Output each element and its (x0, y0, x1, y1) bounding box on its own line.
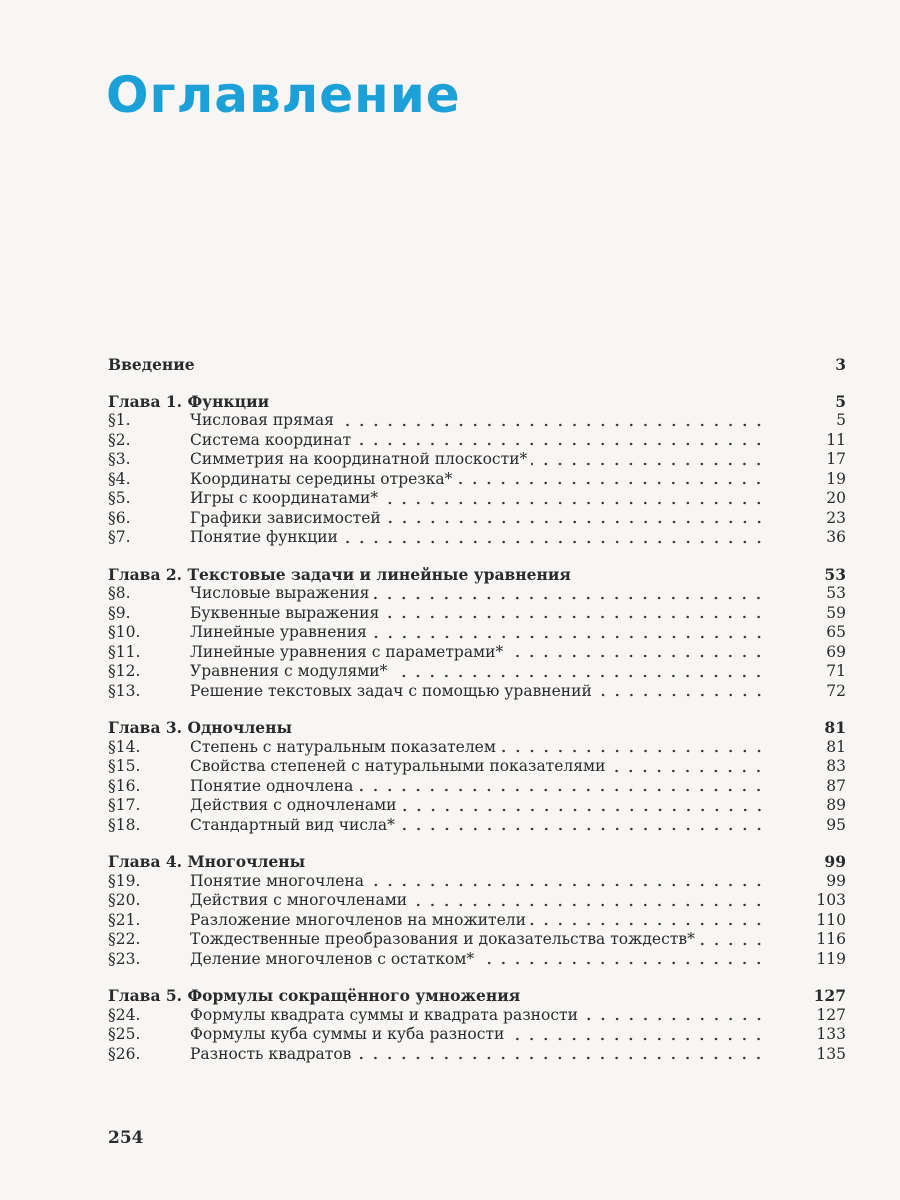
dot-leader (508, 1037, 766, 1041)
toc-intro-group (108, 355, 846, 375)
toc-section-number: §9. (108, 603, 131, 622)
toc-section[interactable] (108, 643, 846, 663)
toc-section-page: 65 (826, 623, 846, 641)
toc-section-page: 20 (826, 489, 846, 507)
toc-intro-label: Введение (108, 355, 195, 374)
toc-section-page: 53 (826, 584, 846, 602)
dot-leader (456, 481, 766, 485)
toc-section[interactable] (108, 411, 846, 431)
toc-section[interactable] (108, 623, 846, 643)
toc-chapter-group (108, 392, 846, 548)
toc-chapter-page: 81 (824, 718, 846, 737)
toc-section-number: §4. (108, 469, 131, 488)
toc-section[interactable] (108, 930, 846, 950)
toc-section-number: §13. (108, 681, 141, 700)
toc-section-label: Числовая прямая (190, 411, 334, 429)
toc-section-number: §2. (108, 430, 131, 449)
dot-leader (401, 808, 767, 812)
toc-section-number: §16. (108, 776, 141, 795)
toc-section-label: Формулы куба суммы и куба разности (190, 1025, 505, 1043)
toc-section-number: §7. (108, 528, 131, 546)
dot-leader (338, 423, 766, 427)
toc-section-number: §26. (108, 1044, 141, 1063)
toc-section-number: §6. (108, 508, 131, 527)
toc-section-number: §20. (108, 891, 141, 909)
toc-section-page: 69 (826, 642, 846, 661)
toc-section-label: Понятие многочлена (190, 871, 364, 890)
toc-section-number: §10. (108, 623, 141, 641)
toc-section-number: §8. (108, 584, 131, 602)
toc-section[interactable] (108, 911, 846, 931)
toc-section[interactable] (108, 757, 846, 777)
toc-section-page: 110 (816, 910, 846, 929)
toc-section[interactable] (108, 1025, 846, 1045)
toc-section-label: Игры с координатами* (190, 489, 379, 507)
toc-chapter-page: 5 (835, 391, 846, 411)
toc-section-page: 103 (816, 891, 846, 909)
toc-chapter[interactable] (108, 852, 846, 872)
dot-leader (385, 520, 766, 524)
toc-section[interactable] (108, 450, 846, 470)
toc-chapter-page: 99 (824, 852, 846, 871)
toc-section-number: §19. (108, 871, 141, 890)
dot-leader (371, 635, 766, 639)
toc-section-page: 127 (816, 1005, 846, 1024)
toc-section[interactable] (108, 662, 846, 682)
toc-section[interactable] (108, 738, 846, 758)
table-of-contents (108, 355, 846, 1081)
dot-leader (355, 442, 766, 446)
toc-chapter-group (108, 986, 846, 1064)
toc-section-number: §24. (108, 1005, 141, 1024)
toc-section-page: 36 (826, 528, 846, 546)
dot-leader (596, 693, 766, 697)
toc-section[interactable] (108, 470, 846, 490)
toc-section[interactable] (108, 584, 846, 604)
toc-section-label: Симметрия на координатной плоскости* (190, 450, 528, 468)
toc-section-number: §12. (108, 662, 141, 680)
toc-section-page: 135 (816, 1044, 846, 1063)
dot-leader (500, 749, 766, 753)
toc-section-number: §15. (108, 757, 141, 775)
toc-section[interactable] (108, 489, 846, 509)
toc-section-page: 59 (826, 603, 846, 622)
toc-chapter-page: 53 (824, 564, 846, 584)
dot-leader (530, 922, 766, 926)
toc-chapter-group (108, 565, 846, 702)
toc-section-number: §1. (108, 411, 131, 429)
dot-leader (391, 674, 766, 678)
toc-section[interactable] (108, 509, 846, 529)
dot-leader (478, 961, 766, 965)
dot-leader (507, 654, 766, 658)
toc-section[interactable] (108, 816, 846, 836)
toc-section[interactable] (108, 777, 846, 797)
toc-section-label: Тождественные преобразования и доказательства тождеств* (190, 930, 695, 948)
dot-leader (531, 462, 766, 466)
toc-intro-page: 3 (835, 355, 846, 374)
toc-section-label: Действия с многочленами (190, 891, 408, 909)
dot-leader (383, 615, 766, 619)
dot-leader (699, 942, 766, 946)
toc-section-number: §3. (108, 450, 131, 468)
toc-section-page: 71 (826, 662, 846, 680)
toc-chapter-label: Глава 1. Функции (108, 391, 270, 411)
toc-section-label: Буквенные выражения (190, 603, 380, 622)
toc-section[interactable] (108, 891, 846, 911)
toc-section[interactable] (108, 604, 846, 624)
toc-chapter[interactable] (108, 392, 846, 412)
toc-section-label: Числовые выражения (190, 584, 370, 602)
toc-chapter-group (108, 852, 846, 969)
toc-section-page: 87 (826, 776, 846, 795)
toc-section[interactable] (108, 950, 846, 970)
toc-section-number: §22. (108, 930, 141, 948)
dot-leader (368, 883, 766, 887)
toc-section-number: §17. (108, 796, 141, 814)
toc-section-number: §18. (108, 815, 141, 834)
toc-section[interactable] (108, 431, 846, 451)
toc-section-page: 119 (816, 949, 846, 968)
toc-section-page: 72 (826, 681, 846, 700)
dot-leader (411, 903, 766, 907)
toc-section-label: Решение текстовых задач с помощью уравнений (190, 681, 592, 700)
toc-section[interactable] (108, 796, 846, 816)
toc-section-page: 11 (826, 430, 846, 449)
dot-leader (357, 788, 766, 792)
toc-chapter-label: Глава 5. Формулы сокращённого умножения (108, 986, 521, 1005)
toc-chapter-label: Глава 4. Многочлены (108, 852, 306, 871)
toc-section-number: §21. (108, 910, 141, 929)
toc-section-label: Деление многочленов с остатком* (190, 949, 475, 968)
toc-section-label: Разложение многочленов на множители (190, 910, 526, 929)
toc-section-label: Свойства степеней с натуральными показателями (190, 757, 606, 775)
toc-section-page: 133 (816, 1025, 846, 1043)
toc-section-page: 19 (826, 469, 846, 488)
dot-leader (342, 540, 766, 544)
toc-section-page: 89 (826, 796, 846, 814)
toc-section-label: Уравнения с модулями* (190, 662, 388, 680)
toc-section[interactable] (108, 872, 846, 892)
toc-section-number: §5. (108, 489, 131, 507)
toc-chapter[interactable] (108, 986, 846, 1006)
toc-section-label: Понятие функции (190, 528, 338, 546)
toc-section-page: 116 (816, 930, 846, 948)
dot-leader (609, 769, 766, 773)
toc-intro[interactable] (108, 355, 846, 375)
toc-section-page: 83 (826, 757, 846, 775)
toc-section-page: 99 (826, 871, 846, 890)
toc-section-page: 17 (826, 450, 846, 468)
dot-leader (373, 596, 766, 600)
toc-section-label: Стандартный вид числа* (190, 815, 395, 834)
toc-section-page: 5 (836, 411, 846, 429)
toc-section-page: 23 (826, 508, 846, 527)
toc-section-label: Линейные уравнения (190, 623, 367, 641)
toc-chapter-label: Глава 3. Одночлены (108, 718, 292, 737)
toc-section-label: Линейные уравнения с параметрами* (190, 642, 504, 661)
toc-section[interactable] (108, 1045, 846, 1065)
toc-section-label: Понятие одночлена (190, 776, 354, 795)
toc-chapter-page: 127 (813, 986, 846, 1005)
toc-section[interactable] (108, 682, 846, 702)
toc-section-number: §23. (108, 949, 141, 968)
toc-chapter-group (108, 718, 846, 835)
toc-chapter[interactable] (108, 718, 846, 738)
toc-section-label: Действия с одночленами (190, 796, 397, 814)
toc-section[interactable] (108, 528, 846, 548)
toc-section-label: Разность квадратов (190, 1044, 352, 1063)
toc-section-label: Степень с натуральным показателем (190, 737, 496, 756)
toc-section-number: §14. (108, 737, 141, 756)
toc-chapter[interactable] (108, 565, 846, 585)
toc-section-number: §11. (108, 642, 141, 661)
toc-section-label: Координаты середины отрезка* (190, 469, 453, 488)
dot-leader (355, 1056, 766, 1060)
toc-section[interactable] (108, 1006, 846, 1026)
toc-section-page: 95 (826, 815, 846, 834)
toc-section-number: §25. (108, 1025, 141, 1043)
toc-chapter-label: Глава 2. Текстовые задачи и линейные уравнения (108, 564, 571, 584)
page-title: Оглавление (106, 66, 461, 124)
page-number: 254 (108, 1128, 144, 1148)
dot-leader (399, 827, 766, 831)
dot-leader (382, 501, 766, 505)
toc-section-label: Система координат (190, 430, 352, 449)
dot-leader (582, 1017, 766, 1021)
toc-section-page: 81 (826, 737, 846, 756)
toc-section-label: Формулы квадрата суммы и квадрата разности (190, 1005, 578, 1024)
toc-section-label: Графики зависимостей (190, 508, 381, 527)
